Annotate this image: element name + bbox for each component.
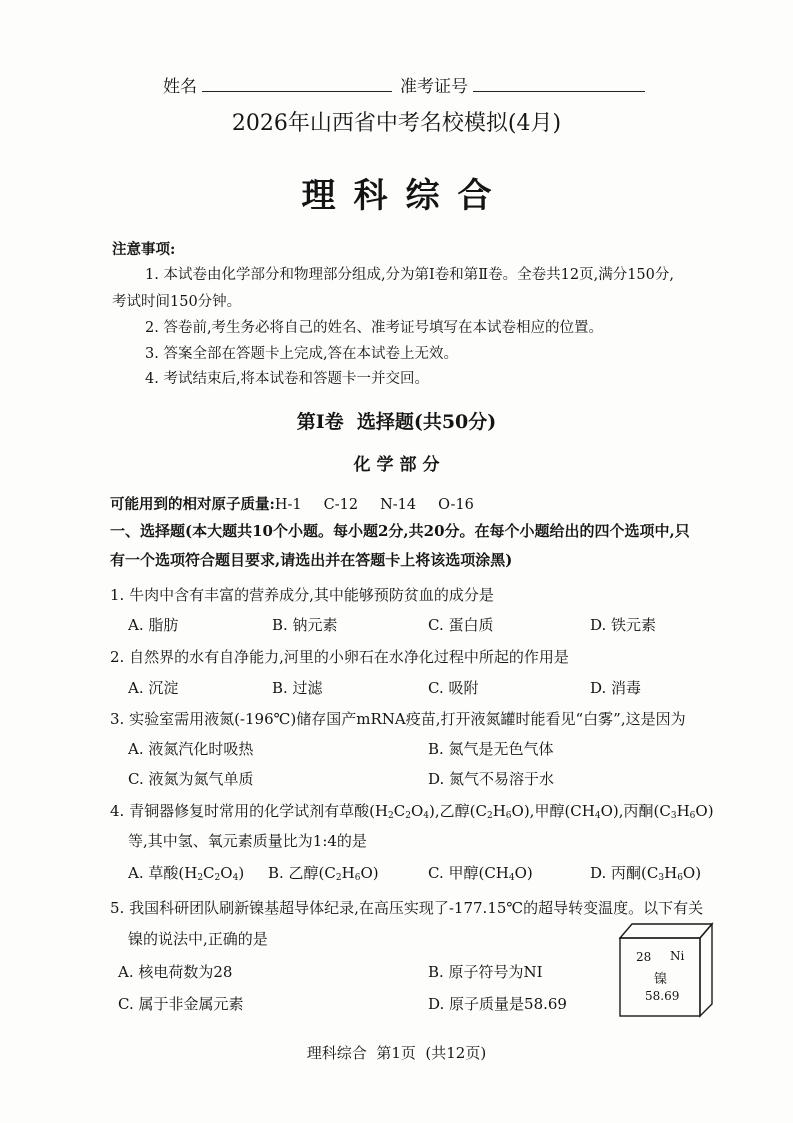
question-4-stem: 4. 青铜器修复时常用的化学试剂有草酸$(H_2C_2O_4)$,乙醇$(C_2H_6O)$,甲醇$(CH_4O)$,丙酮$(C_3H_6O)$ [110,802,714,821]
instructions-line: 一、选择题(本大题共10个小题。每小题2分,共20分。在每个小题给出的四个选项中,只 [110,522,690,540]
note-item: 4. 考试结束后,将本试卷和答题卡一并交回。 [145,371,430,387]
notes-heading: 注意事项: [112,241,176,258]
atomic-mass-line [110,493,474,514]
q1-option-c: C. 蛋白质 [428,616,494,634]
q2-option-c: C. 吸附 [428,679,479,697]
q3-option-b: B. 氮气是无色气体 [428,740,554,758]
id-field [400,72,645,97]
question-5-stem: 5. 我国科研团队刷新镍基超导体纪录,在高压实现了-177.15℃的超导转变温度。以下有关 [110,899,704,917]
element-name: 镍 [654,972,668,987]
question-4-stem-cont: 等,其中氢、氧元素质量比为1:4的是 [128,832,367,850]
question-5-stem-cont: 镍的说法中,正确的是 [128,930,268,948]
atomic-mass-label: 可能用到的相对原子质量: [110,496,275,513]
element-atomic-mass: 58.69 [645,989,680,1003]
q5-option-a: A. 核电荷数为28 [118,963,233,981]
atomic-mass-value: O-16 [438,497,474,513]
note-item: 考试时间150分钟。 [112,294,242,310]
atomic-mass-value: H-1 [274,497,302,513]
name-field [163,72,392,97]
exam-title: 2026年山西省中考名校模拟(4月) [231,111,562,136]
q4-option-c: C. 甲醇$(CH_4O)$ [428,864,533,883]
q2-option-a: A. 沉淀 [128,679,179,697]
q3-option-c: C. 液氮为氮气单质 [128,770,254,788]
q1-option-a: A. 脂肪 [128,616,179,634]
name-blank [202,91,392,92]
instructions-line: 有一个选项符合题目要求,请选出并在答题卡上将该选项涂黑) [110,551,513,569]
note-item: 2. 答卷前,考生务必将自己的姓名、准考证号填写在本试卷相应的位置。 [145,320,604,336]
note-item: 1. 本试卷由化学部分和物理部分组成,分为第Ⅰ卷和第Ⅱ卷。全卷共12页,满分150分, [145,267,674,283]
subject-title: 理科综合 [301,176,510,216]
part-title: 化学部分 [353,455,446,475]
atomic-mass-value: C-12 [323,497,359,513]
q3-option-d: D. 氮气不易溶于水 [428,770,555,788]
q2-option-d: D. 消毒 [590,679,642,697]
question-1-stem: 1. 牛肉中含有丰富的营养成分,其中能够预防贫血的成分是 [110,586,494,604]
q1-option-d: D. 铁元素 [590,616,657,634]
element-atomic-number: 28 [636,950,652,964]
q5-option-d: D. 原子质量是58.69 [428,995,567,1013]
note-item: 3. 答案全部在答题卡上完成,答在本试卷上无效。 [145,346,459,362]
q4-option-a: A. 草酸$(H_2C_2O_4)$ [128,864,245,883]
section-title: 第Ⅰ卷 选择题(共50分) [296,411,497,433]
q4-option-d: D. 丙酮$(C_3H_6O)$ [590,864,702,883]
q1-option-b: B. 钠元素 [272,616,338,634]
q2-option-b: B. 过滤 [272,679,323,697]
q4-stem-text: 4. 青铜器修复时常用的化学试剂有草酸(H [110,802,389,820]
q4-option-b: B. 乙醇$(C_2H_6O)$ [268,864,379,883]
q5-option-b: B. 原子符号为NI [428,963,543,981]
element-symbol: Ni [670,949,685,963]
name-label: 姓名 [163,77,197,97]
q3-option-a: A. 液氮汽化时吸热 [128,740,254,758]
question-2-stem: 2. 自然界的水有自净能力,河里的小卵石在水净化过程中所起的作用是 [110,648,569,666]
id-label: 准考证号 [400,77,468,97]
question-3-stem: 3. 实验室需用液氮(-196℃)储存国产mRNA疫苗,打开液氮罐时能看见“白雾”,这是因为 [110,710,686,728]
page-footer: 理科综合 第1页 (共12页) [306,1044,487,1062]
q5-option-c: C. 属于非金属元素 [118,995,244,1013]
id-blank [473,91,645,92]
element-card-nickel [612,920,716,1020]
atomic-mass-value: N-14 [380,497,417,513]
